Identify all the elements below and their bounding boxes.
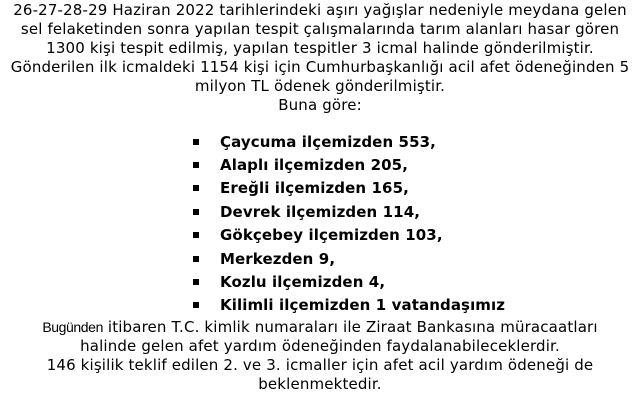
intro-heading: Buna göre: xyxy=(278,96,362,114)
square-bullet-icon xyxy=(193,139,199,145)
list-item xyxy=(193,153,505,176)
square-bullet-icon xyxy=(193,185,199,191)
list-item-text: Alaplı ilçemizden 205, xyxy=(220,156,408,175)
outro-line: halinde gelen afet yardım ödeneğinden faydalanabileceklerdir. xyxy=(80,337,560,355)
outro-line xyxy=(0,318,640,337)
list-item-text: Kilimli ilçemizden 1 vatandaşımız xyxy=(220,296,506,315)
list-item-text: Çaycuma ilçemizden 553, xyxy=(220,132,436,151)
list-item xyxy=(193,224,505,247)
outro-paragraph xyxy=(0,318,640,394)
intro-line: sel felaketinden sonra yapılan tespit çalışmalarında tarım alanları hasar gören xyxy=(20,20,620,38)
intro-line: Gönderilen ilk icmaldeki 1154 kişi için Cumhurbaşkanlığı acil afet ödeneğinden 5 xyxy=(10,58,630,76)
intro-line: 1300 kişi tespit edilmiş, yapılan tespitler 3 icmal halinde gönderilmiştir. xyxy=(46,39,594,57)
outro-lead-word: Bugünden xyxy=(42,319,103,335)
list-item xyxy=(193,130,505,153)
list-item xyxy=(193,177,505,200)
list-item xyxy=(193,247,505,270)
list-item xyxy=(193,200,505,223)
list-item-text: Merkezden 9, xyxy=(220,249,336,268)
square-bullet-icon xyxy=(193,232,199,238)
intro-paragraph xyxy=(0,1,640,115)
outro-line-rest: itibaren T.C. kimlik numaraları ile Ziraat Bankasına müracaatları xyxy=(102,318,598,336)
list-item-text: Ereğli ilçemizden 165, xyxy=(220,179,409,198)
square-bullet-icon xyxy=(193,256,199,262)
list-item-text: Kozlu ilçemizden 4, xyxy=(220,273,386,292)
list-item-text: Gökçebey ilçemizden 103, xyxy=(220,226,443,245)
list-item-text: Devrek ilçemizden 114, xyxy=(220,202,421,221)
square-bullet-icon xyxy=(193,302,199,308)
intro-line: 26-27-28-29 Haziran 2022 tarihlerindeki aşırı yağışlar nedeniyle meydana gelen xyxy=(13,1,627,19)
square-bullet-icon xyxy=(193,279,199,285)
outro-line: beklenmektedir. xyxy=(258,375,382,393)
intro-line: milyon TL ödenek gönderilmiştir. xyxy=(194,77,446,95)
list-item xyxy=(193,270,505,293)
district-list xyxy=(193,130,505,317)
square-bullet-icon xyxy=(193,209,199,215)
list-item xyxy=(193,294,505,317)
outro-line: 146 kişilik teklif edilen 2. ve 3. icmaller için afet acil yardım ödeneği de xyxy=(46,356,594,374)
square-bullet-icon xyxy=(193,162,199,168)
